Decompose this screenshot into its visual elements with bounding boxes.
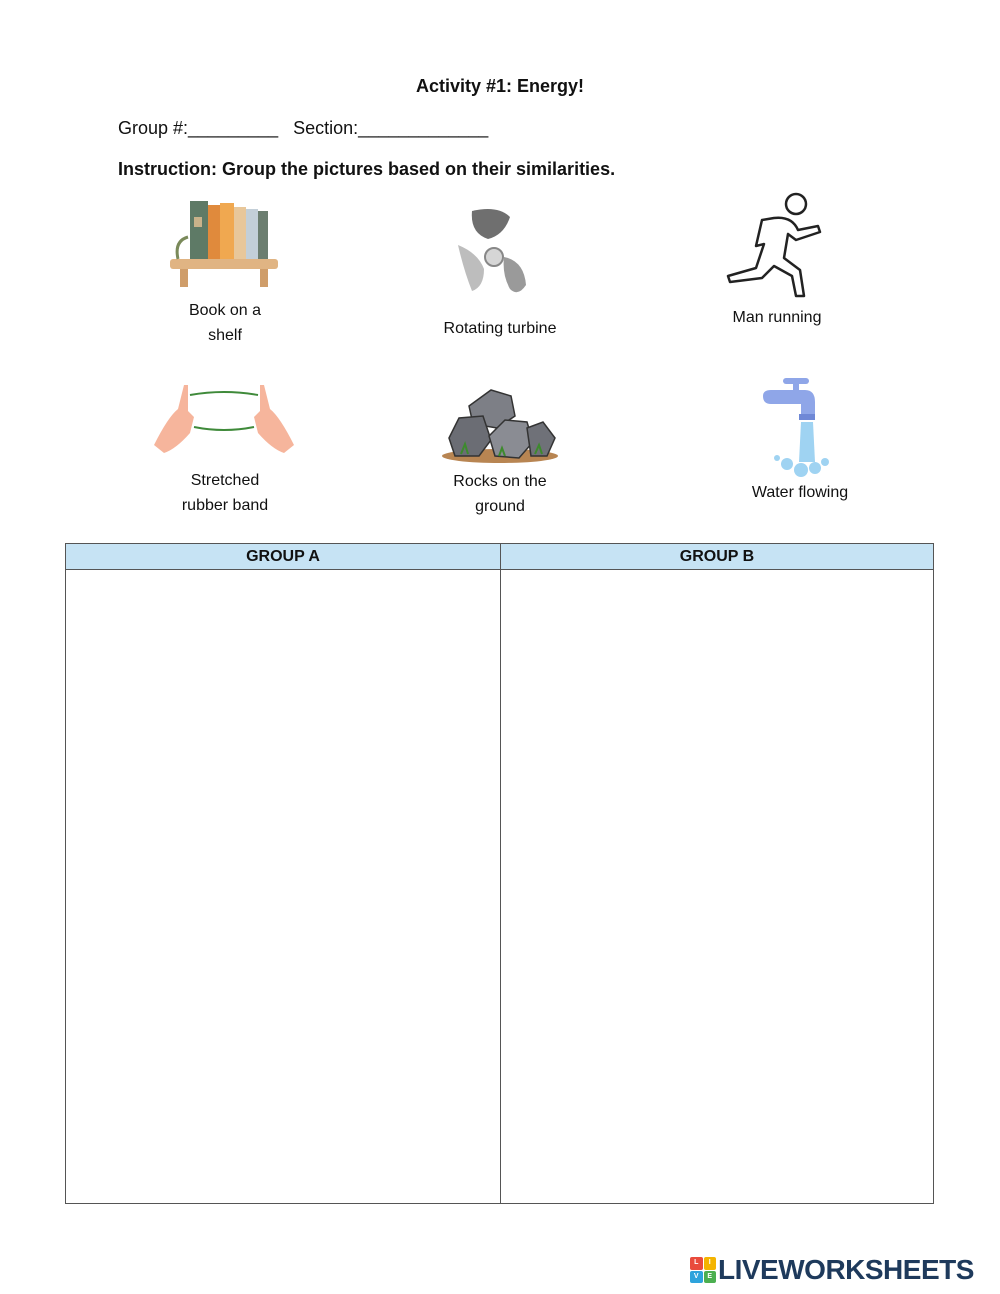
rubber-band-icon bbox=[154, 377, 294, 457]
faucet-icon bbox=[757, 374, 837, 482]
liveworksheets-logo bbox=[690, 1255, 974, 1285]
page-title: Activity #1: Energy! bbox=[415, 76, 585, 96]
bookshelf-icon bbox=[168, 195, 280, 291]
running-man-icon bbox=[722, 192, 832, 300]
group-a-drop-area[interactable] bbox=[66, 570, 500, 1203]
picture-caption: Book on a shelf bbox=[188, 302, 262, 344]
picture-man-running bbox=[712, 190, 842, 335]
picture-caption: Water flowing bbox=[751, 484, 849, 501]
picture-caption: Stretched rubber band bbox=[181, 472, 269, 514]
group-a-header: GROUP A bbox=[246, 548, 320, 565]
group-section-fields: Group #:_________ Section:_____________ bbox=[118, 118, 489, 138]
turbine-icon bbox=[448, 205, 544, 301]
picture-rocks-on-ground bbox=[425, 380, 575, 525]
picture-book-on-shelf bbox=[150, 195, 300, 355]
instruction-text: Instruction: Group the pictures based on their similarities. bbox=[118, 159, 616, 179]
picture-caption: Rotating turbine bbox=[443, 320, 557, 337]
logo-wordmark: LIVEWORKSHEETS bbox=[718, 1254, 974, 1285]
picture-caption: Rocks on the ground bbox=[453, 473, 547, 515]
group-b-header: GROUP B bbox=[679, 548, 755, 565]
logo-cube-icon: L I V E bbox=[690, 1257, 716, 1283]
picture-water-flowing bbox=[735, 372, 865, 512]
group-b-drop-area[interactable] bbox=[501, 570, 933, 1203]
picture-rotating-turbine bbox=[420, 200, 580, 345]
grouping-table bbox=[65, 543, 934, 1204]
picture-stretched-rubber-band bbox=[150, 375, 300, 520]
picture-caption: Man running bbox=[732, 309, 822, 326]
rocks-icon bbox=[439, 382, 561, 464]
